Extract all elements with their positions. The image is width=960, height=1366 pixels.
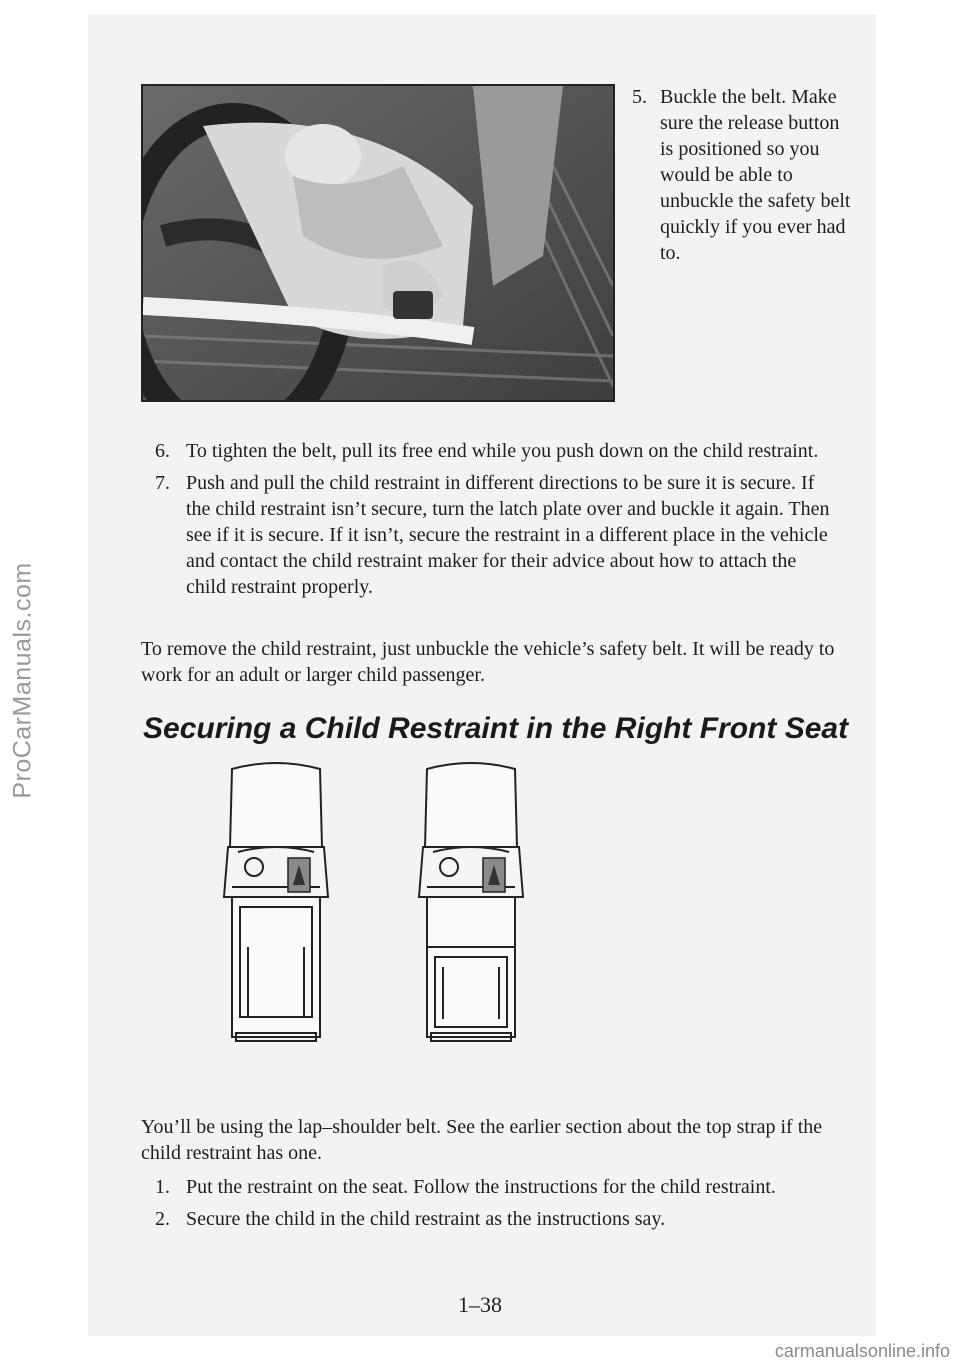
step-number: 6. <box>155 440 170 462</box>
step-6 <box>155 438 835 464</box>
step-text: Buckle the belt. Make sure the release button is positioned so you would be able to unbuckle the safety belt quickly if you ever had to. <box>660 86 851 264</box>
step-number: 7. <box>155 472 170 494</box>
intro-paragraph: You’ll be using the lap–shoulder belt. See the earlier section about the top strap if the child restraint has one. <box>141 1116 823 1164</box>
steps-list-a <box>155 438 835 606</box>
step-number: 2. <box>155 1208 170 1230</box>
step-text: Put the restraint on the seat. Follow the instructions for the child restraint. <box>186 1176 776 1198</box>
vehicle-diagram-extended-cab <box>413 757 529 1047</box>
step-1 <box>155 1174 835 1200</box>
steps-list-b <box>155 1174 835 1238</box>
step-number: 5. <box>632 86 647 108</box>
side-watermark: ProCarManuals.com <box>8 561 37 799</box>
section-heading: Securing a Child Restraint in the Right Front Seat <box>143 712 849 745</box>
step-7 <box>155 470 835 600</box>
step-text: To tighten the belt, pull its free end while you push down on the child restraint. <box>186 440 819 462</box>
child-restraint-photo <box>141 84 615 402</box>
step-text: Secure the child in the child restraint as the instructions say. <box>186 1208 666 1230</box>
step-5 <box>632 84 852 266</box>
vehicle-diagram-regular-cab <box>218 757 334 1047</box>
step-number: 1. <box>155 1176 170 1198</box>
remove-restraint-paragraph: To remove the child restraint, just unbuckle the vehicle’s safety belt. It will be ready to work for an adult or larger child passenger. <box>141 638 835 686</box>
page-number: 1–38 <box>458 1292 502 1317</box>
step-text: Push and pull the child restraint in different directions to be sure it is secure. If the child restraint isn’t secure, turn the latch plate over and buckle it again. Then see if it is secure. If it isn’t, secure the restraint in a different place in the vehicle and contact the child restraint maker for their advice about how to attach the child restraint properly. <box>186 472 830 598</box>
footer-watermark: carmanualsonline.info <box>774 1341 950 1361</box>
step-2 <box>155 1206 835 1232</box>
